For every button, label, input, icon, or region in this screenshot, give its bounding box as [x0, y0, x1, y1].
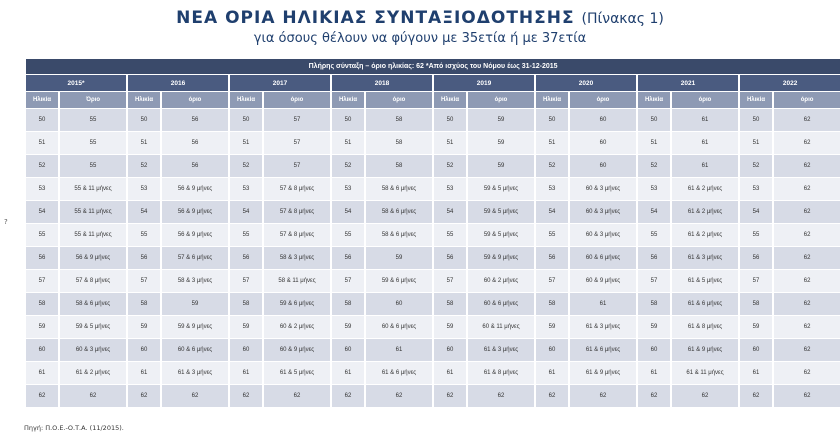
age-cell: 58: [26, 293, 58, 315]
age-cell: 57: [434, 270, 466, 292]
limit-cell: 61 & 5 μήνες: [264, 362, 330, 384]
age-cell: 53: [638, 178, 670, 200]
limit-cell: 61 & 5 μήνες: [672, 270, 738, 292]
age-cell: 51: [638, 132, 670, 154]
age-cell: 51: [740, 132, 772, 154]
age-cell: 60: [128, 339, 160, 361]
age-column-header: Ηλικία: [128, 92, 160, 108]
age-cell: 54: [638, 201, 670, 223]
limit-cell: 56 & 9 μήνες: [162, 178, 228, 200]
limit-cell: 60 & 6 μήνες: [162, 339, 228, 361]
age-cell: 54: [26, 201, 58, 223]
limit-cell: 56 & 9 μήνες: [60, 247, 126, 269]
age-cell: 57: [230, 270, 262, 292]
limit-cell: 61 & 9 μήνες: [570, 362, 636, 384]
limit-cell: 59: [366, 247, 432, 269]
column-header-row: [26, 92, 840, 108]
limit-cell: 61 & 8 μήνες: [672, 316, 738, 338]
age-cell: 58: [740, 293, 772, 315]
age-cell: 50: [230, 109, 262, 131]
age-cell: 62: [434, 385, 466, 407]
table-row: [26, 339, 840, 361]
year-header-row: [26, 75, 840, 91]
limit-cell: 61 & 9 μήνες: [672, 339, 738, 361]
limit-cell: 62: [774, 270, 840, 292]
age-cell: 58: [638, 293, 670, 315]
age-cell: 57: [128, 270, 160, 292]
age-cell: 54: [740, 201, 772, 223]
age-cell: 52: [638, 155, 670, 177]
age-cell: 56: [230, 247, 262, 269]
limit-cell: 61 & 11 μήνες: [672, 362, 738, 384]
age-column-header: Ηλικία: [434, 92, 466, 108]
age-cell: 54: [230, 201, 262, 223]
limit-cell: 58 & 6 μήνες: [366, 178, 432, 200]
limit-cell: 57: [264, 132, 330, 154]
limit-cell: 60: [570, 109, 636, 131]
limit-column-header: όριο: [774, 92, 840, 108]
limit-cell: 60 & 3 μήνες: [60, 339, 126, 361]
age-cell: 61: [230, 362, 262, 384]
limit-cell: 60: [570, 155, 636, 177]
limit-cell: 61: [672, 109, 738, 131]
limit-cell: 62: [774, 109, 840, 131]
age-cell: 59: [536, 316, 568, 338]
age-cell: 60: [434, 339, 466, 361]
table-row: [26, 132, 840, 154]
limit-column-header: όριο: [570, 92, 636, 108]
age-cell: 59: [638, 316, 670, 338]
age-cell: 52: [740, 155, 772, 177]
age-cell: 57: [740, 270, 772, 292]
limit-cell: 55 & 11 μήνες: [60, 224, 126, 246]
limit-cell: 59: [468, 155, 534, 177]
limit-cell: 55: [60, 132, 126, 154]
age-cell: 50: [434, 109, 466, 131]
limit-cell: 60 & 3 μήνες: [570, 201, 636, 223]
age-cell: 59: [434, 316, 466, 338]
limit-cell: 62: [774, 247, 840, 269]
age-cell: 53: [230, 178, 262, 200]
limit-cell: 62: [774, 362, 840, 384]
table-row: [26, 270, 840, 292]
limit-cell: 62: [774, 339, 840, 361]
age-cell: 56: [740, 247, 772, 269]
limit-cell: 58 & 6 μήνες: [60, 293, 126, 315]
age-cell: 50: [638, 109, 670, 131]
age-cell: 53: [128, 178, 160, 200]
age-cell: 58: [434, 293, 466, 315]
limit-cell: 61 & 2 μήνες: [672, 178, 738, 200]
limit-cell: 62: [672, 385, 738, 407]
age-cell: 56: [434, 247, 466, 269]
limit-cell: 58 & 3 μήνες: [264, 247, 330, 269]
limit-column-header: όριο: [162, 92, 228, 108]
table-row: [26, 155, 840, 177]
limit-cell: 57 & 8 μήνες: [264, 178, 330, 200]
limit-cell: 62: [774, 293, 840, 315]
limit-cell: 55 & 11 μήνες: [60, 201, 126, 223]
limit-cell: 61 & 3 μήνες: [468, 339, 534, 361]
age-cell: 62: [536, 385, 568, 407]
age-cell: 58: [332, 293, 364, 315]
table-row: [26, 316, 840, 338]
limit-cell: 60 & 3 μήνες: [570, 224, 636, 246]
age-cell: 52: [26, 155, 58, 177]
age-cell: 60: [536, 339, 568, 361]
age-cell: 53: [536, 178, 568, 200]
limit-cell: 60: [570, 132, 636, 154]
age-cell: 50: [332, 109, 364, 131]
limit-column-header: όριο: [672, 92, 738, 108]
age-cell: 62: [638, 385, 670, 407]
age-column-header: Ηλικία: [536, 92, 568, 108]
limit-cell: 59 & 6 μήνες: [264, 293, 330, 315]
limit-cell: 62: [468, 385, 534, 407]
age-column-header: Ηλικία: [638, 92, 670, 108]
limit-cell: 57 & 8 μήνες: [264, 224, 330, 246]
age-cell: 54: [128, 201, 160, 223]
limit-cell: 62: [570, 385, 636, 407]
limit-cell: 58 & 3 μήνες: [162, 270, 228, 292]
limit-cell: 59 & 9 μήνες: [162, 316, 228, 338]
age-cell: 55: [638, 224, 670, 246]
limit-cell: 62: [774, 201, 840, 223]
limit-cell: 60 & 2 μήνες: [468, 270, 534, 292]
limit-cell: 61 & 2 μήνες: [672, 201, 738, 223]
age-cell: 56: [536, 247, 568, 269]
table-row: [26, 293, 840, 315]
limit-cell: 59: [468, 109, 534, 131]
year-header: 2016: [128, 75, 228, 91]
age-cell: 60: [230, 339, 262, 361]
limit-cell: 58 & 11 μήνες: [264, 270, 330, 292]
limit-cell: 62: [162, 385, 228, 407]
limit-cell: 57: [264, 109, 330, 131]
age-cell: 55: [332, 224, 364, 246]
limit-cell: 59 & 6 μήνες: [366, 270, 432, 292]
limit-cell: 60: [366, 293, 432, 315]
limit-cell: 61 & 6 μήνες: [570, 339, 636, 361]
limit-cell: 59: [468, 132, 534, 154]
limit-cell: 62: [264, 385, 330, 407]
limit-cell: 58 & 6 μήνες: [366, 224, 432, 246]
limit-cell: 57 & 8 μήνες: [264, 201, 330, 223]
title-table-number: (Πίνακας 1): [581, 11, 664, 27]
limit-cell: 62: [774, 385, 840, 407]
limit-cell: 56 & 9 μήνες: [162, 201, 228, 223]
age-cell: 54: [434, 201, 466, 223]
age-cell: 61: [638, 362, 670, 384]
year-header: 2019: [434, 75, 534, 91]
age-cell: 60: [26, 339, 58, 361]
limit-cell: 59 & 5 μήνες: [468, 224, 534, 246]
limit-cell: 58: [366, 109, 432, 131]
limit-cell: 62: [366, 385, 432, 407]
limit-column-header: όριο: [264, 92, 330, 108]
limit-cell: 60 & 9 μήνες: [264, 339, 330, 361]
limit-cell: 60 & 2 μήνες: [264, 316, 330, 338]
age-cell: 55: [26, 224, 58, 246]
age-cell: 51: [26, 132, 58, 154]
age-cell: 55: [434, 224, 466, 246]
age-cell: 61: [434, 362, 466, 384]
table-row: [26, 109, 840, 131]
title-main: ΝΕΑ ΟΡΙΑ ΗΛΙΚΙΑΣ ΣΥΝΤΑΞΙΟΔΟΤΗΣΗΣ: [176, 8, 575, 28]
age-cell: 50: [128, 109, 160, 131]
age-column-header: Ηλικία: [230, 92, 262, 108]
table-body: [26, 109, 840, 407]
age-cell: 61: [332, 362, 364, 384]
age-cell: 62: [332, 385, 364, 407]
age-cell: 52: [536, 155, 568, 177]
limit-cell: 61 & 6 μήνες: [366, 362, 432, 384]
age-cell: 61: [26, 362, 58, 384]
limit-cell: 61 & 6 μήνες: [672, 293, 738, 315]
limit-cell: 62: [774, 316, 840, 338]
retirement-age-table: [24, 58, 840, 408]
age-cell: 50: [26, 109, 58, 131]
age-cell: 56: [26, 247, 58, 269]
limit-cell: 61: [672, 132, 738, 154]
age-cell: 59: [26, 316, 58, 338]
page-subtitle: για όσους θέλουν να φύγουν με 35ετία ή με 37ετία: [253, 31, 587, 46]
age-cell: 51: [128, 132, 160, 154]
limit-cell: 57 & 8 μήνες: [60, 270, 126, 292]
limit-cell: 59 & 5 μήνες: [60, 316, 126, 338]
limit-cell: 59 & 5 μήνες: [468, 201, 534, 223]
age-cell: 56: [128, 247, 160, 269]
age-cell: 52: [230, 155, 262, 177]
limit-cell: 58 & 6 μήνες: [366, 201, 432, 223]
table-row: [26, 201, 840, 223]
limit-cell: 60 & 9 μήνες: [570, 270, 636, 292]
limit-cell: 55: [60, 109, 126, 131]
limit-cell: 61 & 3 μήνες: [162, 362, 228, 384]
age-cell: 58: [128, 293, 160, 315]
limit-cell: 61 & 2 μήνες: [60, 362, 126, 384]
limit-column-header: όριο: [366, 92, 432, 108]
limit-cell: 60 & 6 μήνες: [570, 247, 636, 269]
limit-cell: 61 & 8 μήνες: [468, 362, 534, 384]
limit-cell: 58: [366, 132, 432, 154]
year-header: 2015*: [26, 75, 126, 91]
limit-cell: 55 & 11 μήνες: [60, 178, 126, 200]
limit-cell: 57: [264, 155, 330, 177]
limit-cell: 56: [162, 155, 228, 177]
limit-cell: 62: [774, 178, 840, 200]
age-cell: 57: [26, 270, 58, 292]
limit-cell: 61: [672, 155, 738, 177]
age-cell: 55: [230, 224, 262, 246]
table-row: [26, 247, 840, 269]
table-row: [26, 178, 840, 200]
age-cell: 59: [128, 316, 160, 338]
limit-cell: 57 & 6 μήνες: [162, 247, 228, 269]
table-row: [26, 385, 840, 407]
limit-cell: 59 & 5 μήνες: [468, 178, 534, 200]
age-cell: 56: [332, 247, 364, 269]
age-column-header: Ηλικία: [740, 92, 772, 108]
age-cell: 53: [26, 178, 58, 200]
age-cell: 59: [332, 316, 364, 338]
age-cell: 58: [230, 293, 262, 315]
limit-cell: 60 & 11 μήνες: [468, 316, 534, 338]
age-cell: 60: [638, 339, 670, 361]
limit-cell: 62: [774, 224, 840, 246]
age-cell: 51: [434, 132, 466, 154]
year-header: 2018: [332, 75, 432, 91]
side-mark: ?: [4, 218, 8, 226]
limit-cell: 60 & 6 μήνες: [468, 293, 534, 315]
age-cell: 56: [638, 247, 670, 269]
table-row: [26, 362, 840, 384]
limit-cell: 61 & 2 μήνες: [672, 224, 738, 246]
limit-cell: 61 & 3 μήνες: [672, 247, 738, 269]
limit-cell: 58: [366, 155, 432, 177]
age-cell: 62: [128, 385, 160, 407]
table-banner: Πλήρης σύνταξη – όριο ηλικίας: 62 *Από ισχύος του Νόμου έως 31-12-2015: [26, 59, 840, 74]
year-header: 2017: [230, 75, 330, 91]
age-cell: 51: [230, 132, 262, 154]
limit-cell: 56: [162, 109, 228, 131]
age-cell: 51: [536, 132, 568, 154]
age-cell: 59: [230, 316, 262, 338]
age-cell: 61: [128, 362, 160, 384]
age-cell: 60: [332, 339, 364, 361]
age-cell: 60: [740, 339, 772, 361]
limit-cell: 62: [60, 385, 126, 407]
age-cell: 54: [332, 201, 364, 223]
age-cell: 54: [536, 201, 568, 223]
age-cell: 55: [128, 224, 160, 246]
age-cell: 52: [332, 155, 364, 177]
limit-cell: 59 & 9 μήνες: [468, 247, 534, 269]
age-column-header: Ηλικία: [332, 92, 364, 108]
page-title: [0, 8, 840, 28]
age-column-header: Ηλικία: [26, 92, 58, 108]
age-cell: 50: [536, 109, 568, 131]
age-cell: 57: [332, 270, 364, 292]
limit-column-header: όριο: [468, 92, 534, 108]
age-cell: 52: [434, 155, 466, 177]
limit-column-header: Όριο: [60, 92, 126, 108]
limit-cell: 61: [366, 339, 432, 361]
age-cell: 51: [332, 132, 364, 154]
age-cell: 50: [740, 109, 772, 131]
age-cell: 62: [740, 385, 772, 407]
age-cell: 62: [26, 385, 58, 407]
age-cell: 53: [332, 178, 364, 200]
limit-cell: 55: [60, 155, 126, 177]
limit-cell: 56 & 9 μήνες: [162, 224, 228, 246]
year-header: 2021: [638, 75, 738, 91]
limit-cell: 60 & 3 μήνες: [570, 178, 636, 200]
table-banner-row: [26, 59, 840, 74]
age-cell: 61: [536, 362, 568, 384]
table-row: [26, 224, 840, 246]
limit-cell: 61: [570, 293, 636, 315]
age-cell: 58: [536, 293, 568, 315]
age-cell: 55: [740, 224, 772, 246]
limit-cell: 56: [162, 132, 228, 154]
year-header: 2020: [536, 75, 636, 91]
limit-cell: 62: [774, 155, 840, 177]
year-header: 2022: [740, 75, 840, 91]
age-cell: 57: [536, 270, 568, 292]
limit-cell: 61 & 3 μήνες: [570, 316, 636, 338]
age-cell: 62: [230, 385, 262, 407]
age-cell: 59: [740, 316, 772, 338]
age-cell: 53: [434, 178, 466, 200]
age-cell: 53: [740, 178, 772, 200]
source-note: Πηγή: Π.Ο.Ε.-Ο.Τ.Α. (11/2015).: [24, 424, 124, 432]
age-cell: 61: [740, 362, 772, 384]
limit-cell: 60 & 6 μήνες: [366, 316, 432, 338]
age-cell: 55: [536, 224, 568, 246]
age-cell: 52: [128, 155, 160, 177]
age-cell: 57: [638, 270, 670, 292]
limit-cell: 59: [162, 293, 228, 315]
limit-cell: 62: [774, 132, 840, 154]
